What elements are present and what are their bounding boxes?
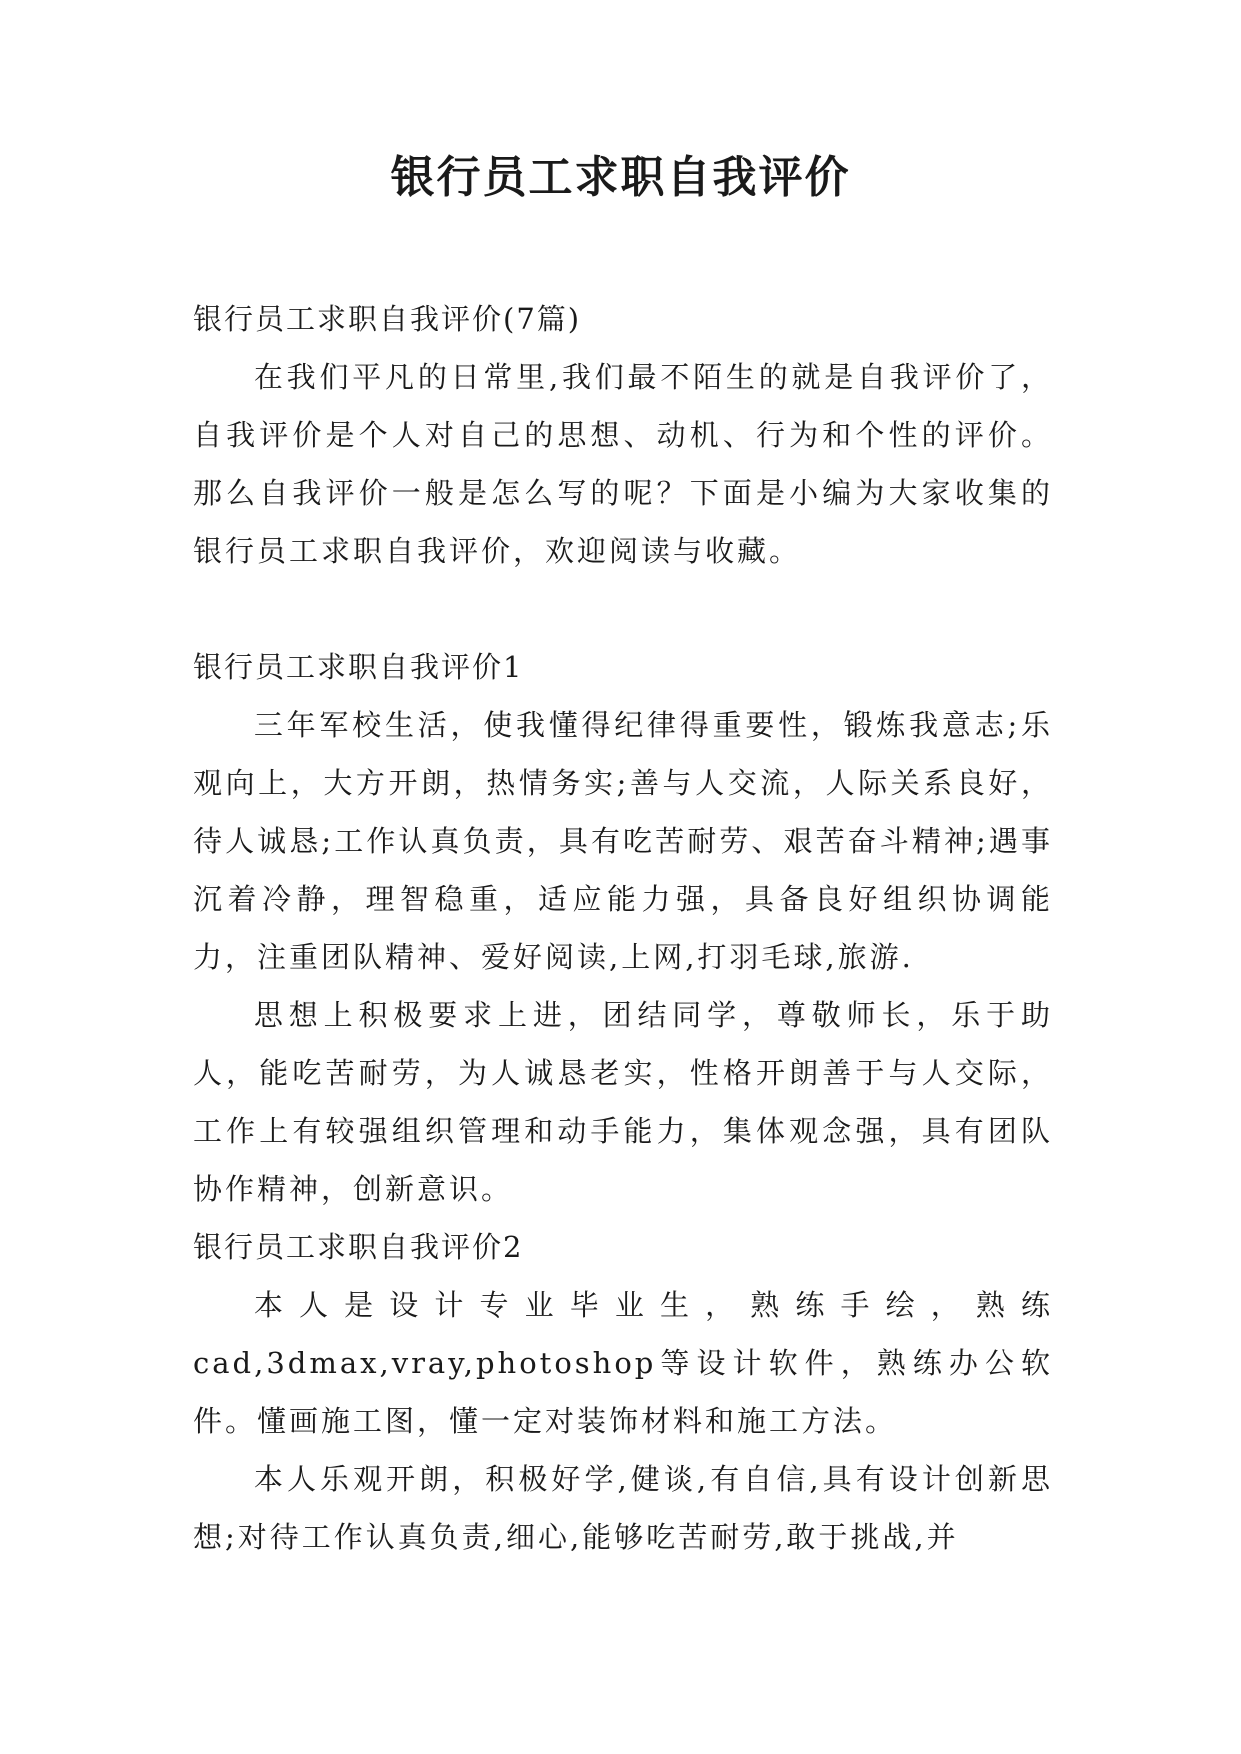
body-paragraph: 思想上积极要求上进，团结同学，尊敬师长，乐于助人，能吃苦耐劳，为人诚恳老实，性格开朗善于与人交际，工作上有较强组织管理和动手能力，集体观念强，具有团队协作精神，创新意识。 bbox=[193, 998, 1053, 1206]
document-body bbox=[193, 290, 1053, 1566]
body-paragraph: 本人是设计专业毕业生，熟练手绘，熟练cad,3dmax,vray,photoshop等设计软件，熟练办公软件。懂画施工图，懂一定对装饰材料和施工方法。 bbox=[193, 1288, 1053, 1438]
document-title: 银行员工求职自我评价 bbox=[390, 152, 851, 203]
section-heading: 银行员工求职自我评价1 bbox=[193, 650, 524, 684]
intro-paragraph: 在我们平凡的日常里,我们最不陌生的就是自我评价了，自我评价是个人对自己的思想、动机、行为和个性的评价。那么自我评价一般是怎么写的呢？下面是小编为大家收集的银行员工求职自我评价，欢迎阅读与收藏。 bbox=[193, 360, 1053, 568]
document-subtitle: 银行员工求职自我评价(7篇) bbox=[193, 302, 582, 336]
section-spacer bbox=[193, 580, 1053, 638]
body-paragraph: 三年军校生活，使我懂得纪律得重要性，锻炼我意志;乐观向上，大方开朗，热情务实;善与人交流，人际关系良好，待人诚恳;工作认真负责，具有吃苦耐劳、艰苦奋斗精神;遇事沉着冷静，理智稳重，适应能力强，具备良好组织协调能力，注重团队精神、爱好阅读,上网,打羽毛球,旅游. bbox=[193, 708, 1053, 974]
body-paragraph: 本人乐观开朗，积极好学,健谈,有自信,具有设计创新思想;对待工作认真负责,细心,能够吃苦耐劳,敢于挑战,并 bbox=[193, 1462, 1053, 1554]
section-heading: 银行员工求职自我评价2 bbox=[193, 1230, 524, 1264]
